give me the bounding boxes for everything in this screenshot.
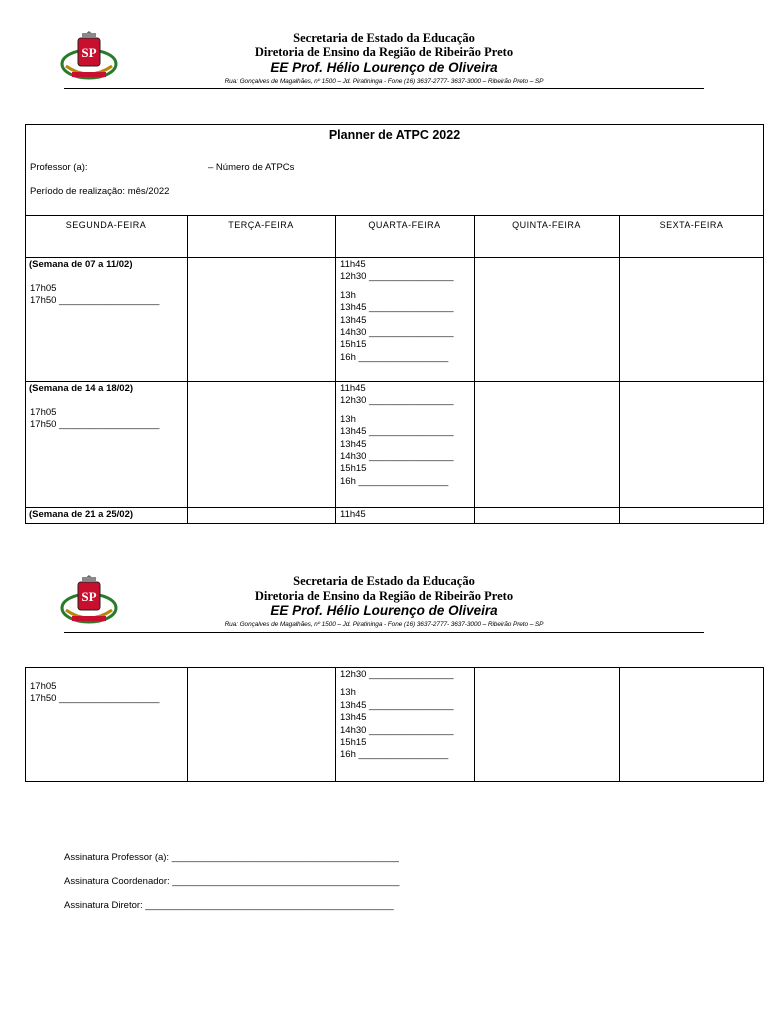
day-header-tuesday: TERÇA-FEIRA — [228, 220, 294, 230]
time-slot: 12h30 ________________ — [340, 669, 454, 680]
week-label: (Semana de 07 a 11/02) — [29, 259, 133, 270]
col-divider — [474, 667, 475, 782]
professor-label: Professor (a): — [30, 162, 88, 173]
time-slot: 13h45 — [340, 712, 367, 724]
planner-title: Planner de ATPC 2022 — [328, 128, 461, 142]
time-slot: 11h45 — [340, 383, 366, 394]
periodo-label: Período de realização: mês/2022 — [30, 186, 170, 197]
time-slot: 13h45 ________________ — [340, 426, 454, 438]
signature-professor: Assinatura Professor (a): ___________________________________________ — [64, 852, 399, 863]
header-diretoria: Diretoria de Ensino da Região de Ribeirão Preto — [254, 45, 514, 59]
time-slot: 13h45 ________________ — [340, 699, 454, 711]
row-divider — [25, 507, 764, 508]
wednesday-slots — [340, 383, 454, 488]
monday-slots — [30, 681, 159, 706]
svg-text:SP: SP — [81, 589, 97, 604]
header-divider — [64, 632, 704, 633]
week-label: (Semana de 14 a 18/02) — [29, 383, 134, 394]
time-slot: 13h45 ________________ — [340, 302, 454, 314]
row-divider — [25, 381, 764, 382]
atpc-count-label: – Número de ATPCs — [208, 162, 295, 173]
time-slot: 17h05 — [30, 681, 57, 692]
header-school: EE Prof. Hélio Lourenço de Oliveira — [270, 60, 498, 75]
wednesday-slots — [340, 259, 454, 364]
time-slot: 13h — [340, 413, 356, 425]
time-slot: 14h30 ________________ — [340, 450, 454, 462]
col-divider — [474, 215, 475, 524]
svg-text:SP: SP — [81, 45, 97, 60]
row-divider — [25, 257, 764, 258]
monday-slots — [30, 407, 159, 432]
signature-coordenador: Assinatura Coordenador: ___________________________________________ — [64, 876, 400, 887]
header-diretoria: Diretoria de Ensino da Região de Ribeirão Preto — [254, 589, 514, 603]
time-slot: 17h05 — [30, 283, 57, 294]
time-slot: 13h45 — [340, 438, 367, 450]
time-slot: 15h15 — [340, 736, 367, 748]
time-slot: 11h45 — [340, 259, 366, 270]
time-slot: 11h45 — [340, 509, 366, 520]
col-divider — [335, 215, 336, 524]
day-header-friday: SEXTA-FEIRA — [659, 220, 724, 230]
week-label: (Semana de 21 a 25/02) — [29, 509, 134, 520]
time-slot: 14h30 ________________ — [340, 724, 454, 736]
time-slot: 12h30 ________________ — [340, 271, 454, 283]
signature-diretor: Assinatura Diretor: _______________________________________________ — [64, 900, 394, 911]
day-header-thursday: QUINTA-FEIRA — [512, 220, 581, 230]
time-slot: 17h50 ___________________ — [30, 693, 160, 705]
header-secretaria: Secretaria de Estado da Educação — [293, 31, 475, 45]
header-address: Rua: Gonçalves de Magalhães, nº 1500 – Jd. Piratininga - Fone (16) 3637-2777- 3637-3000 – Ribeirão Preto – SP — [224, 78, 544, 85]
header-secretaria: Secretaria de Estado da Educação — [293, 574, 475, 588]
time-slot: 16h _________________ — [340, 351, 449, 363]
wednesday-slots — [340, 669, 454, 762]
monday-slots — [30, 283, 159, 308]
time-slot: 12h30 ________________ — [340, 395, 454, 407]
col-divider — [335, 667, 336, 782]
time-slot: 17h50 ___________________ — [30, 295, 160, 307]
time-slot: 15h15 — [340, 463, 367, 475]
day-header-wednesday: QUARTA-FEIRA — [368, 220, 441, 230]
time-slot: 13h — [340, 687, 356, 699]
time-slot: 15h15 — [340, 339, 367, 351]
col-divider — [619, 667, 620, 782]
time-slot: 14h30 ________________ — [340, 326, 454, 338]
time-slot: 17h05 — [30, 407, 57, 418]
time-slot: 13h45 — [340, 314, 367, 326]
time-slot: 17h50 ___________________ — [30, 419, 160, 431]
time-slot: 16h _________________ — [340, 475, 449, 487]
row-divider — [25, 215, 764, 216]
col-divider — [187, 215, 188, 524]
day-header-monday: SEGUNDA-FEIRA — [65, 220, 147, 230]
col-divider — [187, 667, 188, 782]
time-slot: 13h — [340, 289, 356, 301]
time-slot: 16h _________________ — [340, 749, 449, 761]
header-address: Rua: Gonçalves de Magalhães, nº 1500 – Jd. Piratininga - Fone (16) 3637-2777- 3637-3000 – Ribeirão Preto – SP — [224, 621, 544, 628]
header-divider — [64, 88, 704, 89]
col-divider — [619, 215, 620, 524]
header-school: EE Prof. Hélio Lourenço de Oliveira — [270, 603, 498, 618]
